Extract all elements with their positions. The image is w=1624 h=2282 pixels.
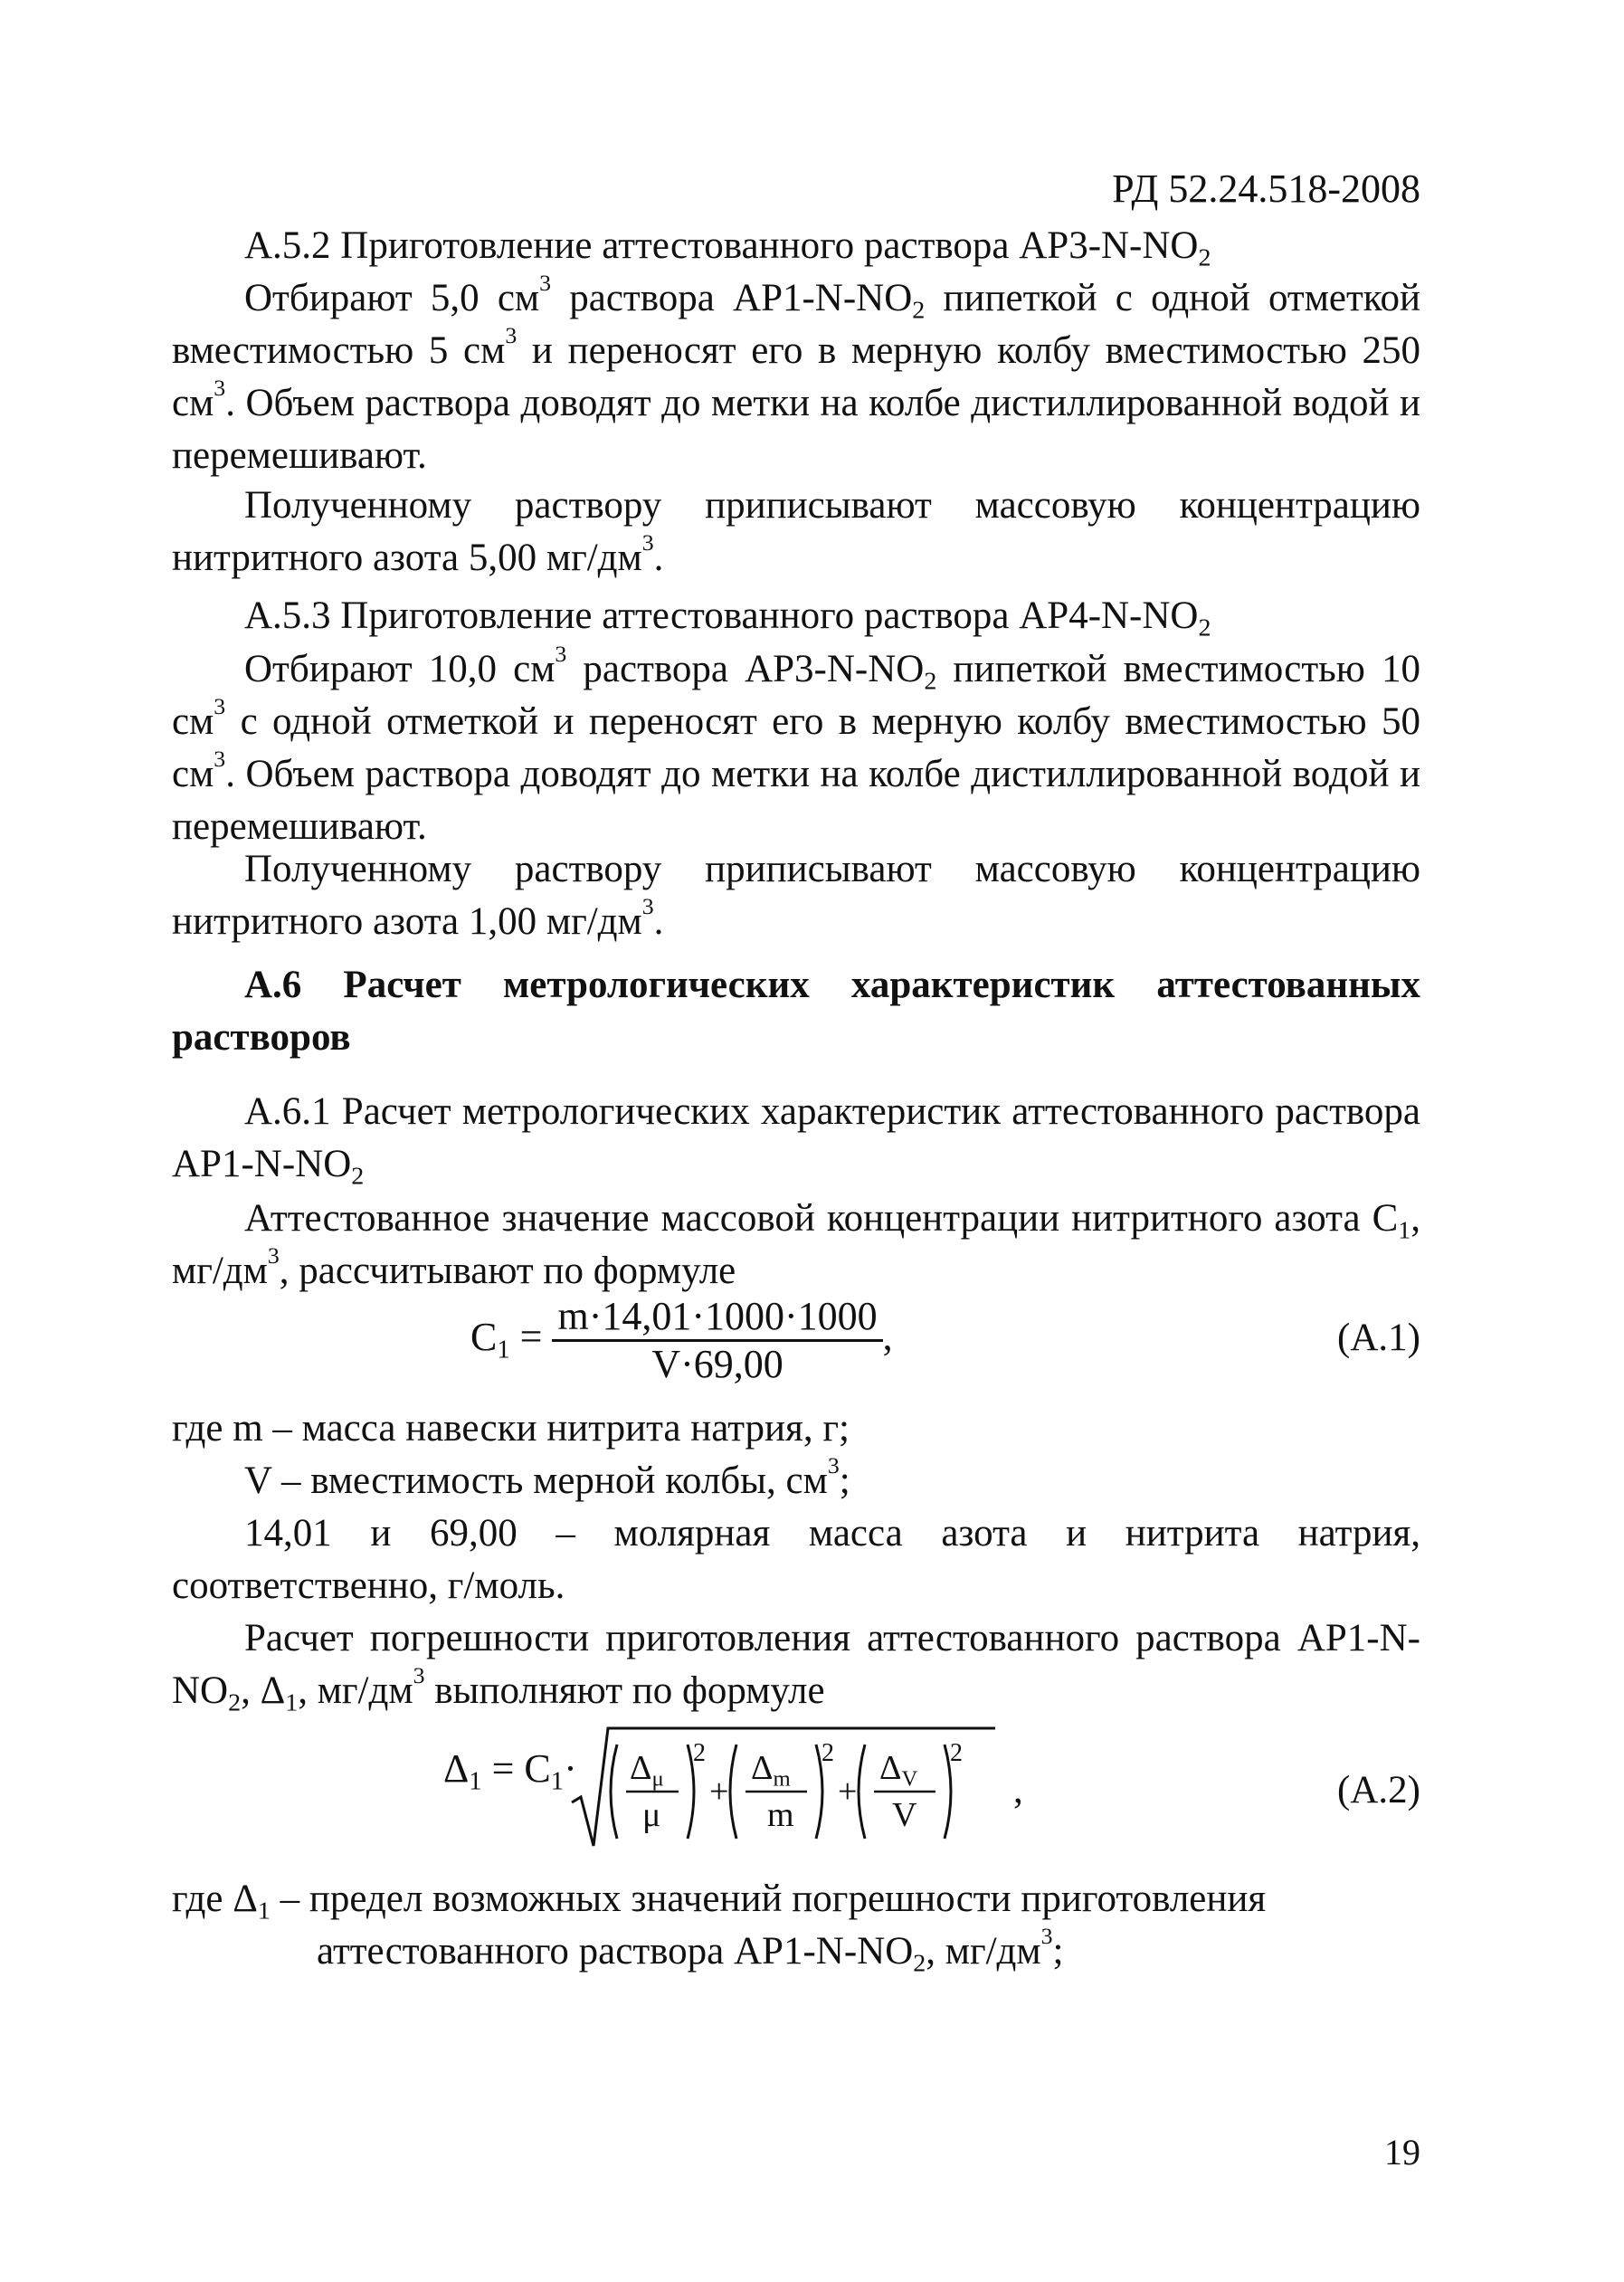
where-delta-definition bbox=[172, 1873, 1420, 1978]
term2-exponent: 2 bbox=[821, 1739, 834, 1767]
term1-numerator: $\Delta_\mu$ bbox=[630, 1749, 664, 1792]
formula-a1-equals: = bbox=[519, 1314, 543, 1359]
formula-a2-comma: , bbox=[1013, 1769, 1023, 1811]
where-molar-mass-line: 14,01 и 69,00 – молярная масса азота и нитрита натрия, соответственно, г/моль. bbox=[172, 1512, 1420, 1607]
term2-numerator: $\Delta_m$ bbox=[751, 1749, 791, 1792]
section-a61-paragraph-1: Аттестованное значение массовой концентрации нитритного азота $С_1$, $мг/дм^3$, рассчитывают по формуле bbox=[172, 1197, 1420, 1292]
plus-sign-2: + bbox=[838, 1773, 858, 1811]
formula-a2-terms bbox=[570, 1719, 1004, 1855]
plus-sign-1: + bbox=[709, 1773, 729, 1811]
section-a52-title: А.5.2 Приготовление аттестованного раствора $АР3-N-NO_2$ bbox=[244, 224, 1211, 272]
term1-denominator: μ bbox=[642, 1796, 661, 1834]
term1-exponent: 2 bbox=[693, 1739, 706, 1767]
page-number: 19 bbox=[1384, 2132, 1420, 2173]
formula-a1-number: (А.1) bbox=[1337, 1317, 1420, 1359]
where-m-line: где m – масса навески нитрита натрия, г; bbox=[172, 1407, 850, 1450]
section-a52-paragraph-1: Отбирают 5,0 $см^3$ раствора $АР1-N-NO_2$ пипеткой с одной отметкой вместимостью 5 $см^3$ и переносят его в мерную колбу вместимостью 250 $см^3$. Объем раствора доводят до метки на колбе дистиллированной водой и перемешивают. bbox=[172, 270, 1421, 477]
term2-denominator: m bbox=[767, 1796, 794, 1834]
section-a52-paragraph-2: Полученному раствору приписывают массовую концентрацию нитритного азота 5,00 $мг/дм^3$. bbox=[172, 484, 1420, 579]
formula-a2 bbox=[0, 1719, 1624, 1855]
section-a6-heading: А.6 Расчет метрологических характеристик аттестованных растворов bbox=[172, 964, 1420, 1059]
section-a53-title: А.5.3 Приготовление аттестованного раствора $АР4-N-NO_2$ bbox=[244, 594, 1211, 642]
formula-a1-denominator: V·69,00 bbox=[651, 1342, 784, 1386]
formula-a1-numerator: m·14,01·1000·1000 bbox=[552, 1294, 882, 1342]
formula-a1-lhs: $C_1$ bbox=[470, 1314, 510, 1364]
calc-error-paragraph: Расчет погрешности приготовления аттестованного раствора $АР1-N-NO_2$, $\Delta_1$, $мг/дм^3$ выполняют по формуле bbox=[172, 1617, 1420, 1717]
where-delta-text: где $\Delta_1$ – предел возможных значений погрешности приготовления аттестованного раствора $АР1-N-NO_2$, $мг/дм^3$; bbox=[172, 1878, 1267, 1978]
formula-a1-comma: , bbox=[882, 1314, 893, 1359]
term3-exponent: 2 bbox=[950, 1739, 963, 1767]
section-a53-paragraph-1: Отбирают 10,0 $см^3$ раствора $АР3-N-NO_2$ пипеткой вместимостью 10 $см^3$ с одной отметкой и переносят его в мерную колбу вместимостью 50 $см^3$. Объем раствора доводят до метки на колбе дистиллированной водой и перемешивают. bbox=[172, 641, 1420, 848]
term3-numerator: $\Delta_V$ bbox=[879, 1749, 918, 1792]
formula-a1-fraction bbox=[552, 1294, 882, 1387]
document-code-header: РД 52.24.518-2008 bbox=[1112, 166, 1420, 211]
where-v-line: V – вместимость мерной колбы, $см^3$; bbox=[244, 1452, 850, 1502]
formula-a2-lhs: $\Delta_1 = C_1\cdot$ bbox=[443, 1746, 577, 1796]
section-a53-paragraph-2: Полученному раствору приписывают массовую концентрацию нитритного азота 1,00 $мг/дм^3$. bbox=[172, 848, 1420, 943]
section-a61-title: А.6.1 Расчет метрологических характеристик аттестованного раствора $АР1-N-NO_2$ bbox=[172, 1090, 1420, 1191]
term3-denominator: V bbox=[892, 1796, 917, 1834]
formula-a2-number: (А.2) bbox=[1337, 1769, 1420, 1811]
